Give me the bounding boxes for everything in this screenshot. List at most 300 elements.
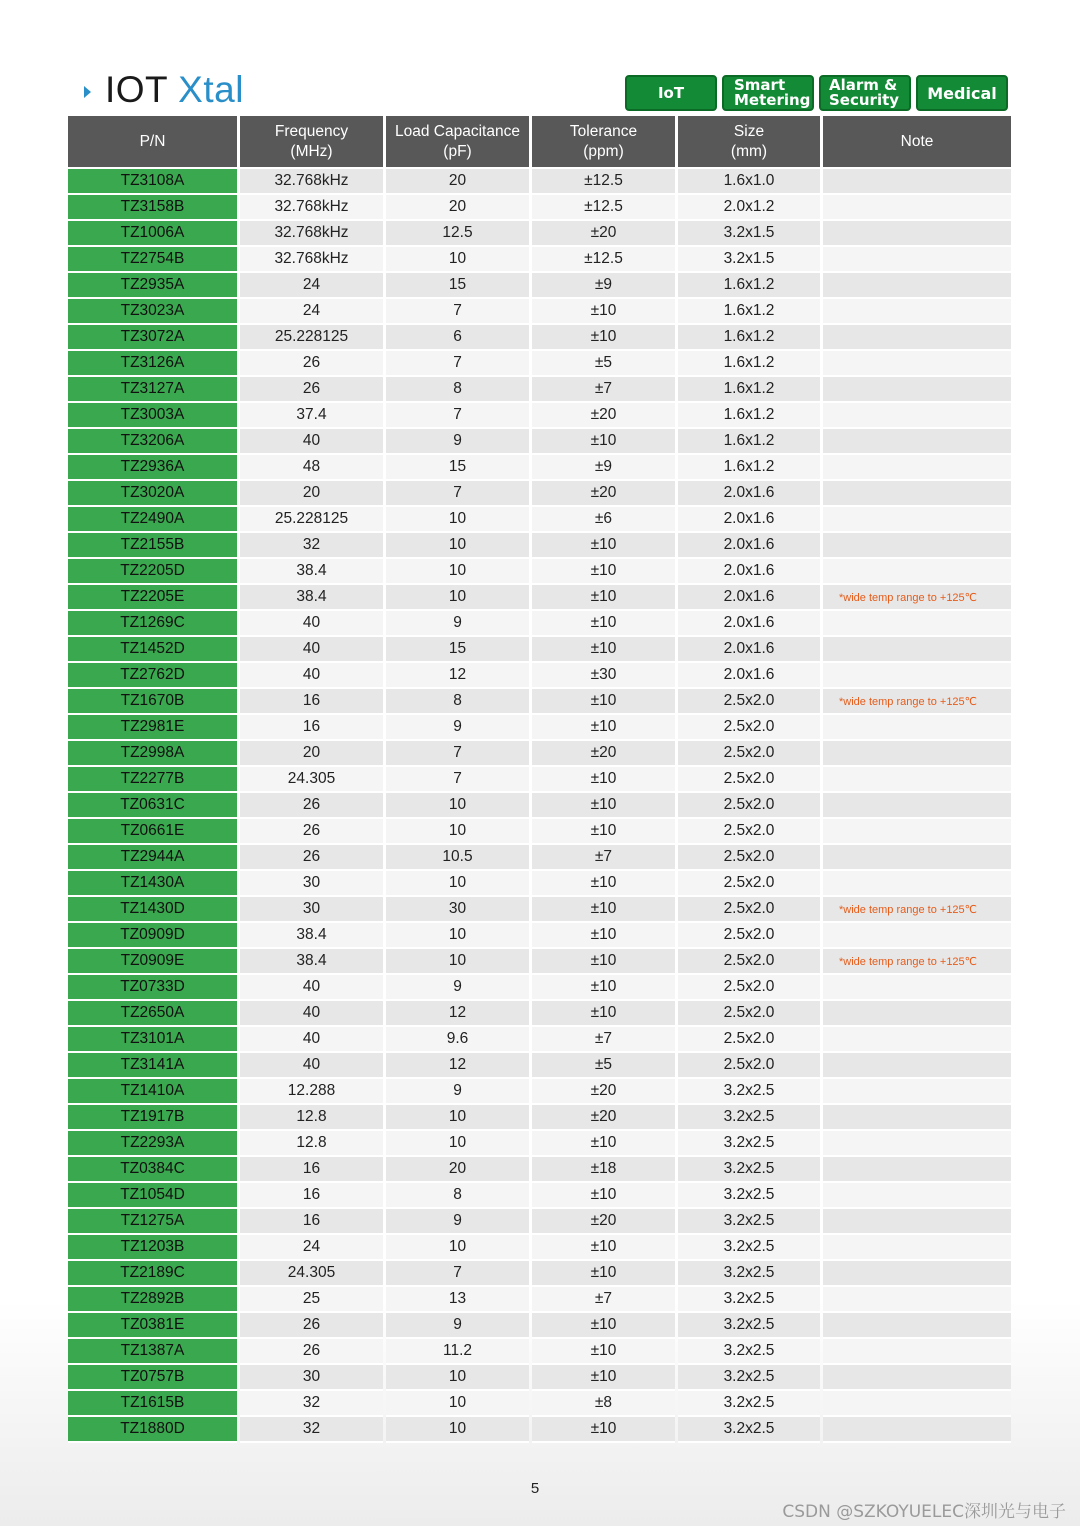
frequency-cell: 26: [240, 377, 383, 403]
frequency-cell: 32.768kHz: [240, 247, 383, 273]
load-capacitance-cell: 10: [386, 1235, 529, 1261]
note-cell: [823, 221, 1011, 247]
frequency-cell: 40: [240, 429, 383, 455]
part-number-cell: TZ3072A: [68, 325, 237, 351]
table-row: [68, 1313, 1011, 1339]
table-row: [68, 715, 1011, 741]
load-capacitance-cell: 7: [386, 741, 529, 767]
load-capacitance-cell: 8: [386, 1183, 529, 1209]
size-cell: 3.2x2.5: [678, 1209, 820, 1235]
part-number-cell: TZ1452D: [68, 637, 237, 663]
part-number-cell: TZ2998A: [68, 741, 237, 767]
load-capacitance-cell: 9: [386, 1313, 529, 1339]
part-number-cell: TZ0381E: [68, 1313, 237, 1339]
size-cell: 3.2x2.5: [678, 1417, 820, 1443]
load-capacitance-cell: 15: [386, 637, 529, 663]
frequency-cell: 24: [240, 273, 383, 299]
frequency-cell: 16: [240, 1157, 383, 1183]
frequency-cell: 20: [240, 741, 383, 767]
tolerance-cell: ±10: [532, 871, 675, 897]
frequency-cell: 38.4: [240, 923, 383, 949]
size-cell: 2.0x1.2: [678, 195, 820, 221]
part-number-cell: TZ0909E: [68, 949, 237, 975]
note-cell: [823, 793, 1011, 819]
frequency-cell: 40: [240, 1053, 383, 1079]
size-cell: 3.2x2.5: [678, 1157, 820, 1183]
size-cell: 2.0x1.6: [678, 507, 820, 533]
tolerance-cell: ±10: [532, 1261, 675, 1287]
load-capacitance-cell: 10: [386, 949, 529, 975]
tolerance-cell: ±20: [532, 403, 675, 429]
frequency-cell: 30: [240, 897, 383, 923]
frequency-cell: 32: [240, 1391, 383, 1417]
tolerance-cell: ±10: [532, 637, 675, 663]
note-cell: [823, 741, 1011, 767]
note-cell: [823, 975, 1011, 1001]
note-cell: [823, 169, 1011, 195]
tolerance-cell: ±10: [532, 715, 675, 741]
table-row: [68, 1001, 1011, 1027]
tolerance-cell: ±5: [532, 351, 675, 377]
tolerance-cell: ±10: [532, 793, 675, 819]
frequency-cell: 26: [240, 351, 383, 377]
frequency-cell: 24.305: [240, 767, 383, 793]
tolerance-cell: ±12.5: [532, 247, 675, 273]
size-cell: 2.5x2.0: [678, 949, 820, 975]
part-number-cell: TZ1006A: [68, 221, 237, 247]
table-row: [68, 1209, 1011, 1235]
frequency-cell: 40: [240, 975, 383, 1001]
table-row: [68, 1391, 1011, 1417]
tolerance-cell: ±20: [532, 1079, 675, 1105]
load-capacitance-cell: 10: [386, 585, 529, 611]
tolerance-cell: ±9: [532, 455, 675, 481]
size-cell: 3.2x1.5: [678, 221, 820, 247]
tolerance-cell: ±10: [532, 429, 675, 455]
frequency-cell: 40: [240, 611, 383, 637]
table-row: [68, 403, 1011, 429]
table-row: [68, 247, 1011, 273]
size-cell: 2.0x1.6: [678, 481, 820, 507]
size-cell: 3.2x2.5: [678, 1183, 820, 1209]
size-cell: 1.6x1.2: [678, 455, 820, 481]
note-cell: [823, 1339, 1011, 1365]
frequency-cell: 26: [240, 1339, 383, 1365]
size-cell: 1.6x1.2: [678, 273, 820, 299]
note-cell: [823, 403, 1011, 429]
note-cell: [823, 1235, 1011, 1261]
table-row: [68, 559, 1011, 585]
size-cell: 2.5x2.0: [678, 871, 820, 897]
note-cell: [823, 1105, 1011, 1131]
size-cell: 2.5x2.0: [678, 897, 820, 923]
size-cell: 2.5x2.0: [678, 975, 820, 1001]
note-cell: [823, 1157, 1011, 1183]
note-cell: [823, 377, 1011, 403]
table-row: [68, 741, 1011, 767]
tag-smart-metering: Smart Metering: [722, 75, 814, 111]
size-cell: 2.5x2.0: [678, 689, 820, 715]
part-number-cell: TZ0661E: [68, 819, 237, 845]
load-capacitance-cell: 10: [386, 1105, 529, 1131]
note-cell: *wide temp range to +125℃: [823, 897, 1011, 923]
tolerance-cell: ±9: [532, 273, 675, 299]
load-capacitance-cell: 10: [386, 1365, 529, 1391]
table-row: [68, 533, 1011, 559]
part-number-cell: TZ2762D: [68, 663, 237, 689]
part-number-cell: TZ2944A: [68, 845, 237, 871]
load-capacitance-cell: 10: [386, 793, 529, 819]
size-cell: 3.2x2.5: [678, 1235, 820, 1261]
frequency-cell: 12.8: [240, 1105, 383, 1131]
part-number-cell: TZ2981E: [68, 715, 237, 741]
tolerance-cell: ±10: [532, 585, 675, 611]
part-number-cell: TZ1054D: [68, 1183, 237, 1209]
size-cell: 3.2x2.5: [678, 1313, 820, 1339]
table-row: [68, 1287, 1011, 1313]
column-header: P/N: [68, 116, 237, 169]
note-cell: [823, 1053, 1011, 1079]
frequency-cell: 26: [240, 793, 383, 819]
size-cell: 2.5x2.0: [678, 715, 820, 741]
size-cell: 3.2x2.5: [678, 1339, 820, 1365]
tolerance-cell: ±10: [532, 975, 675, 1001]
table-row: [68, 1131, 1011, 1157]
note-cell: [823, 455, 1011, 481]
frequency-cell: 26: [240, 1313, 383, 1339]
table-row: [68, 975, 1011, 1001]
tolerance-cell: ±10: [532, 559, 675, 585]
note-cell: [823, 481, 1011, 507]
part-number-cell: TZ1275A: [68, 1209, 237, 1235]
size-cell: 2.5x2.0: [678, 1001, 820, 1027]
tolerance-cell: ±10: [532, 897, 675, 923]
tolerance-cell: ±20: [532, 1105, 675, 1131]
load-capacitance-cell: 9: [386, 975, 529, 1001]
tolerance-cell: ±12.5: [532, 195, 675, 221]
tolerance-cell: ±10: [532, 1235, 675, 1261]
size-cell: 3.2x2.5: [678, 1105, 820, 1131]
frequency-cell: 37.4: [240, 403, 383, 429]
table-row: [68, 845, 1011, 871]
table-row: [68, 351, 1011, 377]
size-cell: 1.6x1.2: [678, 351, 820, 377]
note-cell: [823, 299, 1011, 325]
size-cell: 3.2x2.5: [678, 1391, 820, 1417]
part-number-cell: TZ1430D: [68, 897, 237, 923]
table-row: [68, 871, 1011, 897]
load-capacitance-cell: 12.5: [386, 221, 529, 247]
part-number-cell: TZ3158B: [68, 195, 237, 221]
column-header: Note: [823, 116, 1011, 169]
frequency-cell: 32: [240, 1417, 383, 1443]
part-number-cell: TZ3108A: [68, 169, 237, 195]
size-cell: 2.0x1.6: [678, 637, 820, 663]
load-capacitance-cell: 20: [386, 169, 529, 195]
load-capacitance-cell: 10: [386, 923, 529, 949]
part-number-cell: TZ3023A: [68, 299, 237, 325]
part-number-cell: TZ1670B: [68, 689, 237, 715]
frequency-cell: 26: [240, 819, 383, 845]
note-cell: *wide temp range to +125℃: [823, 689, 1011, 715]
size-cell: 1.6x1.0: [678, 169, 820, 195]
tolerance-cell: ±5: [532, 1053, 675, 1079]
frequency-cell: 32: [240, 533, 383, 559]
part-number-cell: TZ2205E: [68, 585, 237, 611]
size-cell: 2.0x1.6: [678, 533, 820, 559]
load-capacitance-cell: 10: [386, 871, 529, 897]
part-number-cell: TZ0384C: [68, 1157, 237, 1183]
load-capacitance-cell: 9: [386, 611, 529, 637]
load-capacitance-cell: 7: [386, 403, 529, 429]
column-header: Tolerance (ppm): [532, 116, 675, 169]
part-number-cell: TZ2892B: [68, 1287, 237, 1313]
table-row: [68, 377, 1011, 403]
table-row: [68, 1027, 1011, 1053]
tolerance-cell: ±7: [532, 1287, 675, 1313]
part-number-cell: TZ2490A: [68, 507, 237, 533]
note-cell: [823, 1313, 1011, 1339]
table-row: [68, 793, 1011, 819]
load-capacitance-cell: 15: [386, 455, 529, 481]
frequency-cell: 30: [240, 1365, 383, 1391]
table-row: [68, 1261, 1011, 1287]
table-row: [68, 611, 1011, 637]
column-header: Frequency (MHz): [240, 116, 383, 169]
table-row: [68, 1157, 1011, 1183]
load-capacitance-cell: 8: [386, 377, 529, 403]
tolerance-cell: ±30: [532, 663, 675, 689]
tolerance-cell: ±10: [532, 1313, 675, 1339]
frequency-cell: 48: [240, 455, 383, 481]
load-capacitance-cell: 8: [386, 689, 529, 715]
tag-iot: IoT: [625, 75, 717, 111]
load-capacitance-cell: 9: [386, 429, 529, 455]
table-row: [68, 169, 1011, 195]
frequency-cell: 24: [240, 299, 383, 325]
note-cell: [823, 1001, 1011, 1027]
table-row: [68, 299, 1011, 325]
frequency-cell: 40: [240, 637, 383, 663]
size-cell: 1.6x1.2: [678, 377, 820, 403]
size-cell: 3.2x2.5: [678, 1287, 820, 1313]
table-row: [68, 897, 1011, 923]
tolerance-cell: ±10: [532, 299, 675, 325]
frequency-cell: 32.768kHz: [240, 169, 383, 195]
load-capacitance-cell: 12: [386, 1053, 529, 1079]
tolerance-cell: ±10: [532, 819, 675, 845]
table-row: [68, 1417, 1011, 1443]
part-number-cell: TZ1430A: [68, 871, 237, 897]
load-capacitance-cell: 7: [386, 299, 529, 325]
load-capacitance-cell: 10: [386, 1417, 529, 1443]
frequency-cell: 24.305: [240, 1261, 383, 1287]
table-row: [68, 221, 1011, 247]
title-arrow-icon: [84, 86, 91, 98]
part-number-cell: TZ2650A: [68, 1001, 237, 1027]
note-cell: [823, 923, 1011, 949]
note-cell: [823, 871, 1011, 897]
part-number-cell: TZ0733D: [68, 975, 237, 1001]
frequency-cell: 16: [240, 689, 383, 715]
part-number-cell: TZ1269C: [68, 611, 237, 637]
part-number-cell: TZ0909D: [68, 923, 237, 949]
title-accent: Xtal: [178, 69, 244, 110]
table-row: [68, 481, 1011, 507]
table-row: [68, 949, 1011, 975]
table-row: [68, 1105, 1011, 1131]
part-number-cell: TZ1387A: [68, 1339, 237, 1365]
size-cell: 2.0x1.6: [678, 585, 820, 611]
tolerance-cell: ±10: [532, 611, 675, 637]
table-row: [68, 1365, 1011, 1391]
note-cell: [823, 1079, 1011, 1105]
tolerance-cell: ±10: [532, 1001, 675, 1027]
table-body: [68, 169, 1011, 1443]
tolerance-cell: ±10: [532, 533, 675, 559]
size-cell: 3.2x1.5: [678, 247, 820, 273]
tag-medical: Medical: [916, 75, 1008, 111]
size-cell: 3.2x2.5: [678, 1079, 820, 1105]
size-cell: 3.2x2.5: [678, 1365, 820, 1391]
note-cell: [823, 1183, 1011, 1209]
frequency-cell: 16: [240, 1183, 383, 1209]
load-capacitance-cell: 12: [386, 663, 529, 689]
category-tags: [625, 75, 1008, 111]
load-capacitance-cell: 20: [386, 1157, 529, 1183]
frequency-cell: 16: [240, 715, 383, 741]
part-number-cell: TZ2936A: [68, 455, 237, 481]
load-capacitance-cell: 11.2: [386, 1339, 529, 1365]
tag-alarm-security: Alarm & Security: [819, 75, 911, 111]
tolerance-cell: ±8: [532, 1391, 675, 1417]
tolerance-cell: ±12.5: [532, 169, 675, 195]
note-cell: [823, 1391, 1011, 1417]
table-row: [68, 273, 1011, 299]
part-number-cell: TZ1615B: [68, 1391, 237, 1417]
table-row: [68, 1079, 1011, 1105]
table-row: [68, 1053, 1011, 1079]
frequency-cell: 40: [240, 663, 383, 689]
note-cell: [823, 429, 1011, 455]
frequency-cell: 40: [240, 1027, 383, 1053]
load-capacitance-cell: 10: [386, 559, 529, 585]
tolerance-cell: ±20: [532, 481, 675, 507]
part-number-cell: TZ2293A: [68, 1131, 237, 1157]
note-cell: [823, 1287, 1011, 1313]
table-row: [68, 1235, 1011, 1261]
frequency-cell: 38.4: [240, 585, 383, 611]
note-cell: [823, 715, 1011, 741]
part-number-cell: TZ3101A: [68, 1027, 237, 1053]
tolerance-cell: ±10: [532, 767, 675, 793]
frequency-cell: 25.228125: [240, 325, 383, 351]
column-header: Load Capacitance (pF): [386, 116, 529, 169]
note-cell: [823, 1261, 1011, 1287]
table-row: [68, 585, 1011, 611]
size-cell: 2.5x2.0: [678, 741, 820, 767]
note-cell: [823, 767, 1011, 793]
load-capacitance-cell: 9.6: [386, 1027, 529, 1053]
note-cell: [823, 663, 1011, 689]
note-cell: [823, 845, 1011, 871]
size-cell: 1.6x1.2: [678, 325, 820, 351]
note-cell: [823, 637, 1011, 663]
tolerance-cell: ±10: [532, 1339, 675, 1365]
tolerance-cell: ±20: [532, 1209, 675, 1235]
frequency-cell: 32.768kHz: [240, 195, 383, 221]
table-row: [68, 507, 1011, 533]
load-capacitance-cell: 10: [386, 1131, 529, 1157]
load-capacitance-cell: 10: [386, 1391, 529, 1417]
load-capacitance-cell: 9: [386, 1209, 529, 1235]
load-capacitance-cell: 15: [386, 273, 529, 299]
part-number-cell: TZ2935A: [68, 273, 237, 299]
table-row: [68, 325, 1011, 351]
note-cell: [823, 351, 1011, 377]
title-main: IOT: [105, 69, 169, 110]
page-title: [84, 70, 244, 110]
note-cell: [823, 1131, 1011, 1157]
table-row: [68, 663, 1011, 689]
tolerance-cell: ±10: [532, 1417, 675, 1443]
size-cell: 2.0x1.6: [678, 663, 820, 689]
table-row: [68, 923, 1011, 949]
size-cell: 3.2x2.5: [678, 1131, 820, 1157]
column-header: Size (mm): [678, 116, 820, 169]
part-number-cell: TZ2754B: [68, 247, 237, 273]
page-number: 5: [530, 1480, 540, 1497]
tolerance-cell: ±7: [532, 1027, 675, 1053]
size-cell: 2.5x2.0: [678, 1027, 820, 1053]
frequency-cell: 32.768kHz: [240, 221, 383, 247]
size-cell: 1.6x1.2: [678, 403, 820, 429]
note-cell: [823, 507, 1011, 533]
size-cell: 2.0x1.6: [678, 559, 820, 585]
note-cell: [823, 325, 1011, 351]
table-row: [68, 1183, 1011, 1209]
load-capacitance-cell: 6: [386, 325, 529, 351]
tolerance-cell: ±10: [532, 923, 675, 949]
frequency-cell: 40: [240, 1001, 383, 1027]
tolerance-cell: ±7: [532, 377, 675, 403]
table-row: [68, 1339, 1011, 1365]
part-number-cell: TZ3206A: [68, 429, 237, 455]
table-row: [68, 689, 1011, 715]
frequency-cell: 16: [240, 1209, 383, 1235]
frequency-cell: 12.8: [240, 1131, 383, 1157]
frequency-cell: 24: [240, 1235, 383, 1261]
size-cell: 2.5x2.0: [678, 793, 820, 819]
note-cell: *wide temp range to +125℃: [823, 585, 1011, 611]
load-capacitance-cell: 30: [386, 897, 529, 923]
load-capacitance-cell: 10: [386, 533, 529, 559]
frequency-cell: 20: [240, 481, 383, 507]
load-capacitance-cell: 7: [386, 481, 529, 507]
note-cell: *wide temp range to +125℃: [823, 949, 1011, 975]
load-capacitance-cell: 10.5: [386, 845, 529, 871]
note-cell: [823, 1027, 1011, 1053]
frequency-cell: 26: [240, 845, 383, 871]
note-cell: [823, 533, 1011, 559]
size-cell: 2.5x2.0: [678, 767, 820, 793]
part-number-cell: TZ2189C: [68, 1261, 237, 1287]
part-number-cell: TZ3127A: [68, 377, 237, 403]
tolerance-cell: ±20: [532, 741, 675, 767]
note-cell: [823, 1365, 1011, 1391]
note-cell: [823, 1209, 1011, 1235]
frequency-cell: 30: [240, 871, 383, 897]
